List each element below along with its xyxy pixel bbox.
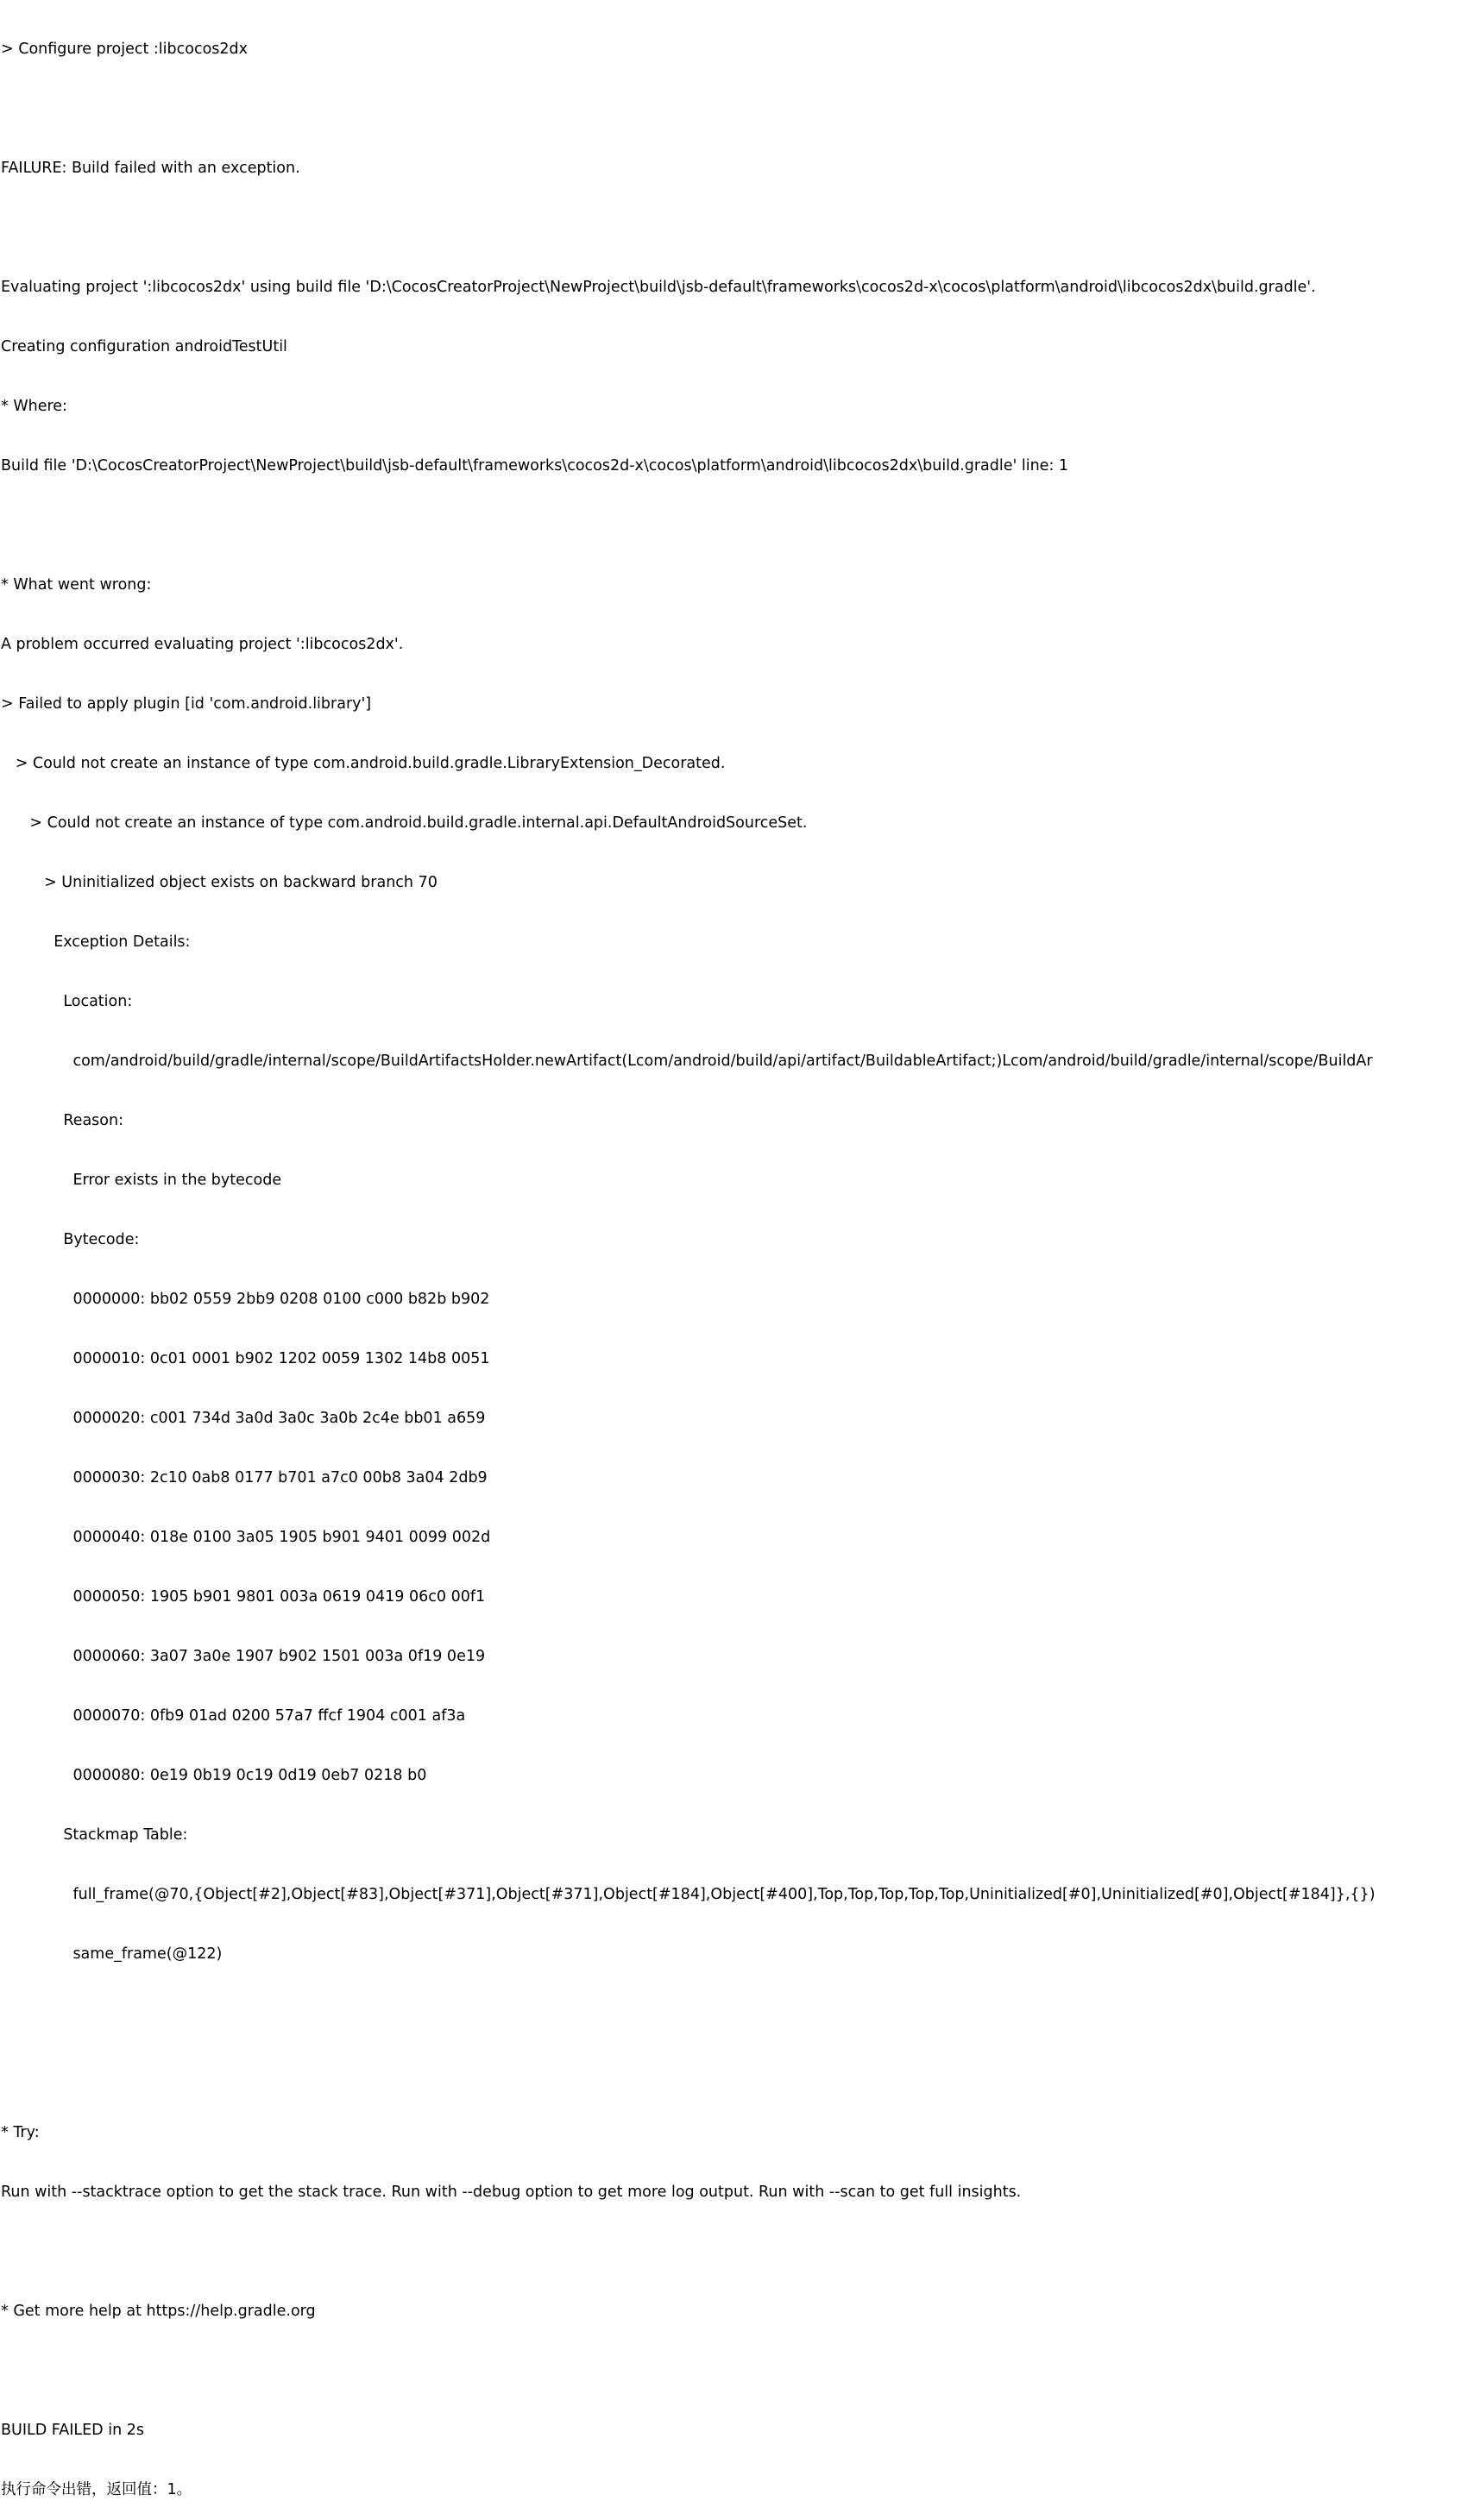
log-line: 0000040: 018e 0100 3a05 1905 b901 9401 0099 002d xyxy=(1,1529,491,1546)
console-output xyxy=(1,0,1467,2498)
log-line: 0000000: bb02 0559 2bb9 0208 0100 c000 b82b b902 xyxy=(1,1291,490,1308)
log-line: 0000010: 0c01 0001 b902 1202 0059 1302 14b8 0051 xyxy=(1,1350,490,1367)
log-line: 0000020: c001 734d 3a0d 3a0c 3a0b 2c4e bb01 a659 xyxy=(1,1410,486,1427)
log-line: full_frame(@70,{Object[#2],Object[#83],Object[#371],Object[#371],Object[#184],Object[#400],Top,Top,Top,Top,Top,Uninitialized[#0],Uninitialized[#0],Object[#184]},{}) xyxy=(1,1886,1376,1903)
log-line: 0000050: 1905 b901 9801 003a 0619 0419 06c0 00f1 xyxy=(1,1588,486,1606)
log-line xyxy=(1,2064,1467,2083)
log-line: Bytecode: xyxy=(1,1231,140,1248)
log-line: 0000080: 0e19 0b19 0c19 0d19 0eb7 0218 b0 xyxy=(1,1767,427,1784)
log-line: BUILD FAILED in 2s xyxy=(1,2422,144,2439)
log-line: A problem occurred evaluating project ':libcocos2dx'. xyxy=(1,636,404,653)
log-line: Reason: xyxy=(1,1112,123,1129)
log-line xyxy=(1,2361,1467,2381)
log-line: Error exists in the bytecode xyxy=(1,1172,282,1189)
log-line: 0000060: 3a07 3a0e 1907 b902 1501 003a 0f19 0e19 xyxy=(1,1648,486,1665)
log-line: > Configure project :libcocos2dx xyxy=(1,41,249,58)
log-line xyxy=(1,2004,1467,2024)
log-line: 执行命令出错，返回值：1。 xyxy=(1,2481,192,2498)
log-line xyxy=(1,2242,1467,2262)
log-line: * Try: xyxy=(1,2124,40,2141)
log-line xyxy=(1,99,1467,119)
log-line: same_frame(@122) xyxy=(1,1945,223,1963)
log-line: > Could not create an instance of type com.android.build.gradle.internal.api.DefaultAndroidSourceSet. xyxy=(1,814,808,832)
log-line: > Uninitialized object exists on backward branch 70 xyxy=(1,874,438,891)
log-line: 0000030: 2c10 0ab8 0177 b701 a7c0 00b8 3a04 2db9 xyxy=(1,1469,488,1486)
log-line: * Where: xyxy=(1,398,67,415)
log-line: Location: xyxy=(1,993,133,1010)
log-line: Build file 'D:\CocosCreatorProject\NewProject\build\jsb-default\frameworks\cocos2d-x\cocos\platform\android\libcocos2dx\build.gradle' line: 1 xyxy=(1,457,1069,474)
log-line: Creating configuration androidTestUtil xyxy=(1,338,287,355)
log-line: Evaluating project ':libcocos2dx' using build file 'D:\CocosCreatorProject\NewProject\build\jsb-default\frameworks\cocos2d-x\cocos\platform\android\libcocos2dx\build.gradle'. xyxy=(1,279,1316,296)
log-line: com/android/build/gradle/internal/scope/BuildArtifactsHolder.newArtifact(Lcom/android/build/api/artifact/BuildableArtifact;)Lcom/android/build/gradle/internal/scope/BuildAr xyxy=(1,1053,1373,1070)
log-line: * Get more help at https://help.gradle.org xyxy=(1,2303,316,2320)
log-line: Exception Details: xyxy=(1,933,191,951)
log-line: > Could not create an instance of type com.android.build.gradle.LibraryExtension_Decorated. xyxy=(1,755,726,772)
log-line: Stackmap Table: xyxy=(1,1826,188,1844)
log-line: 0000070: 0fb9 01ad 0200 57a7 ffcf 1904 c001 af3a xyxy=(1,1707,466,1725)
log-line: > Failed to apply plugin [id 'com.android.library'] xyxy=(1,695,372,713)
log-line xyxy=(1,218,1467,238)
log-line: FAILURE: Build failed with an exception. xyxy=(1,160,300,177)
log-line: Run with --stacktrace option to get the stack trace. Run with --debug option to get more log output. Run with --scan to get full insights. xyxy=(1,2184,1022,2201)
log-line: * What went wrong: xyxy=(1,576,152,594)
log-line xyxy=(1,516,1467,536)
